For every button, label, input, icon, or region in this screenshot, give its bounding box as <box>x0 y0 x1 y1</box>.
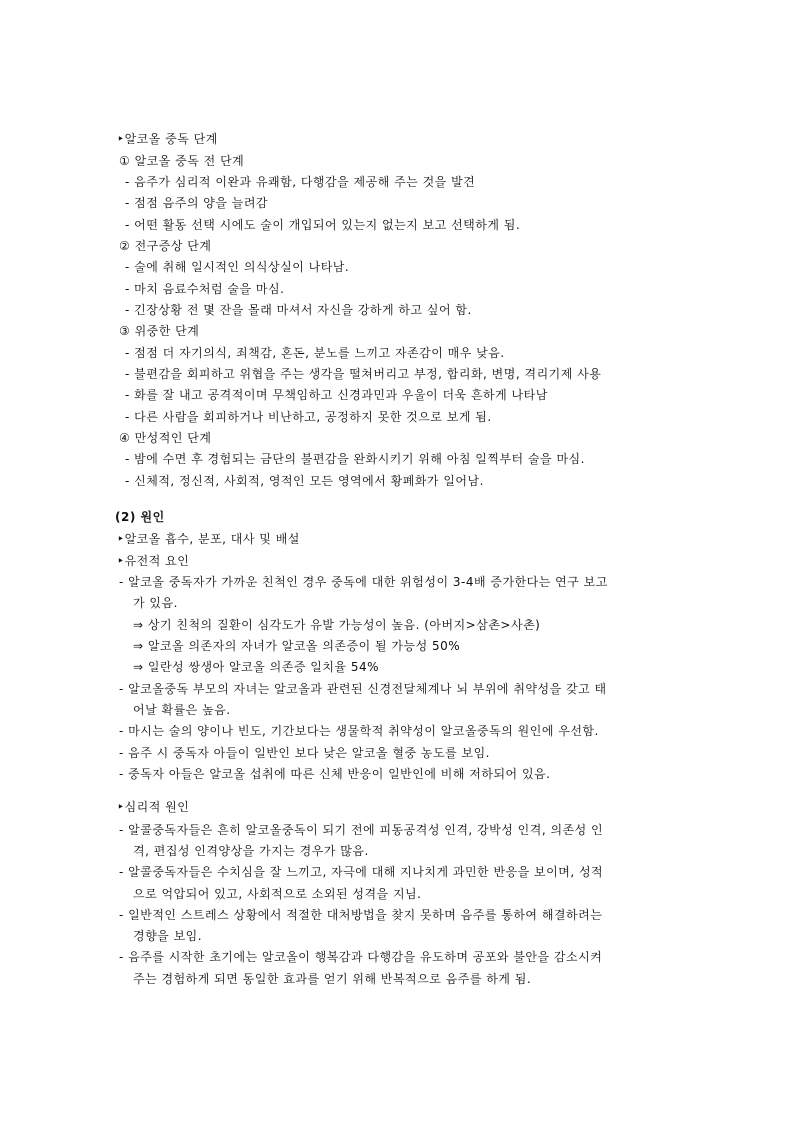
list-item: - 긴장상황 전 몇 잔을 몰래 마셔서 자신을 강하게 하고 싶어 함. <box>125 303 472 317</box>
stages-heading: ‣알코올 중독 단계 <box>117 132 218 146</box>
list-item: - 음주가 심리적 이완과 유쾌함, 다행감을 제공해 주는 것을 발견 <box>125 175 476 189</box>
list-item: - 알코올 중독자가 가까운 친척인 경우 중독에 대한 위험성이 3-4배 증가한다는 연구 보고 <box>119 575 608 589</box>
list-item-continuation: 으로 억압되어 있고, 사회적으로 소외된 성격을 지님. <box>133 887 422 901</box>
list-item: - 마시는 술의 양이나 빈도, 기간보다는 생물학적 취약성이 알코올중독의 원인에 우선함. <box>119 724 599 738</box>
list-item: - 점점 음주의 양을 늘려감 <box>125 196 269 210</box>
sub-item: ⇒ 상기 친척의 질환이 심각도가 유발 가능성이 높음. (아버지>삼촌>사촌) <box>133 618 541 632</box>
stage3-title: ③ 위중한 단계 <box>119 324 200 338</box>
list-item: - 중독자 아들은 알코올 섭취에 따른 신체 반응이 일반인에 비해 저하되어 있음. <box>119 767 551 781</box>
list-item: - 알콜중독자들은 수치심을 잘 느끼고, 자극에 대해 지나치게 과민한 반응을 보이며, 성적 <box>119 865 604 879</box>
list-item: - 다른 사람을 회피하거나 비난하고, 공정하지 못한 것으로 보게 됨. <box>125 410 492 424</box>
stage1-title: ① 알코올 중독 전 단계 <box>119 154 245 168</box>
list-item: - 알콜중독자들은 흔히 알코올중독이 되기 전에 피동공격성 인격, 강박성 인격, 의존성 인 <box>119 823 604 837</box>
list-item-continuation: 주는 경험하게 되면 동일한 효과를 얻기 위해 반복적으로 음주를 하게 됨. <box>133 972 532 986</box>
stage4-title: ④ 만성적인 단계 <box>119 431 212 445</box>
sub-item: ⇒ 일란성 쌍생아 알코올 의존증 일치율 54% <box>133 660 379 674</box>
sub-item: ⇒ 알코올 의존자의 자녀가 알코올 의존증이 될 가능성 50% <box>133 639 461 653</box>
genetic-heading: ‣유전적 요인 <box>117 554 190 568</box>
list-item: - 화를 잘 내고 공격적이며 무책임하고 신경과민과 우울이 더욱 흔하게 나타남 <box>125 388 548 402</box>
stage2-title: ② 전구증상 단계 <box>119 239 212 253</box>
list-item: - 알코올중독 부모의 자녀는 알코올과 관련된 신경전달체계나 뇌 부위에 취약성을 갖고 태 <box>119 682 607 696</box>
list-item: - 점점 더 자기의식, 죄책감, 혼돈, 분노를 느끼고 자존감이 매우 낮음. <box>125 346 505 360</box>
list-item-continuation: 어날 확률은 높음. <box>133 703 231 717</box>
list-item-continuation: 가 있음. <box>133 596 178 610</box>
causes-heading: (2) 원인 <box>115 510 165 524</box>
absorption-heading: ‣알코올 흡수, 분포, 대사 및 배설 <box>117 532 300 546</box>
list-item: - 술에 취해 일시적인 의식상실이 나타남. <box>125 260 350 274</box>
psychological-heading: ‣심리적 원인 <box>117 800 190 814</box>
list-item: - 밤에 수면 후 경험되는 금단의 불편감을 완화시키기 위해 아침 일찍부터 술을 마심. <box>125 452 585 466</box>
list-item: - 신체적, 정신적, 사회적, 영적인 모든 영역에서 황폐화가 일어남. <box>125 474 484 488</box>
list-item: - 불편감을 회피하고 위협을 주는 생각을 떨쳐버리고 부정, 합리화, 변명, 격리기제 사용 <box>125 367 602 381</box>
list-item: - 일반적인 스트레스 상황에서 적절한 대처방법을 찾지 못하며 음주를 통하여 해결하려는 <box>119 908 603 922</box>
list-item: - 음주 시 중독자 아들이 일반인 보다 낮은 알코올 혈중 농도를 보임. <box>119 746 490 760</box>
list-item-continuation: 격, 편집성 인격양상을 가지는 경우가 많음. <box>133 844 369 858</box>
list-item: - 어떤 활동 선택 시에도 술이 개입되어 있는지 없는지 보고 선택하게 됨. <box>125 218 521 232</box>
list-item-continuation: 경향을 보임. <box>133 929 203 943</box>
list-item: - 마치 음료수처럼 술을 마심. <box>125 282 285 296</box>
list-item: - 음주를 시작한 초기에는 알코올이 행복감과 다행감을 유도하며 공포와 불안을 감소시켜 <box>119 950 603 964</box>
